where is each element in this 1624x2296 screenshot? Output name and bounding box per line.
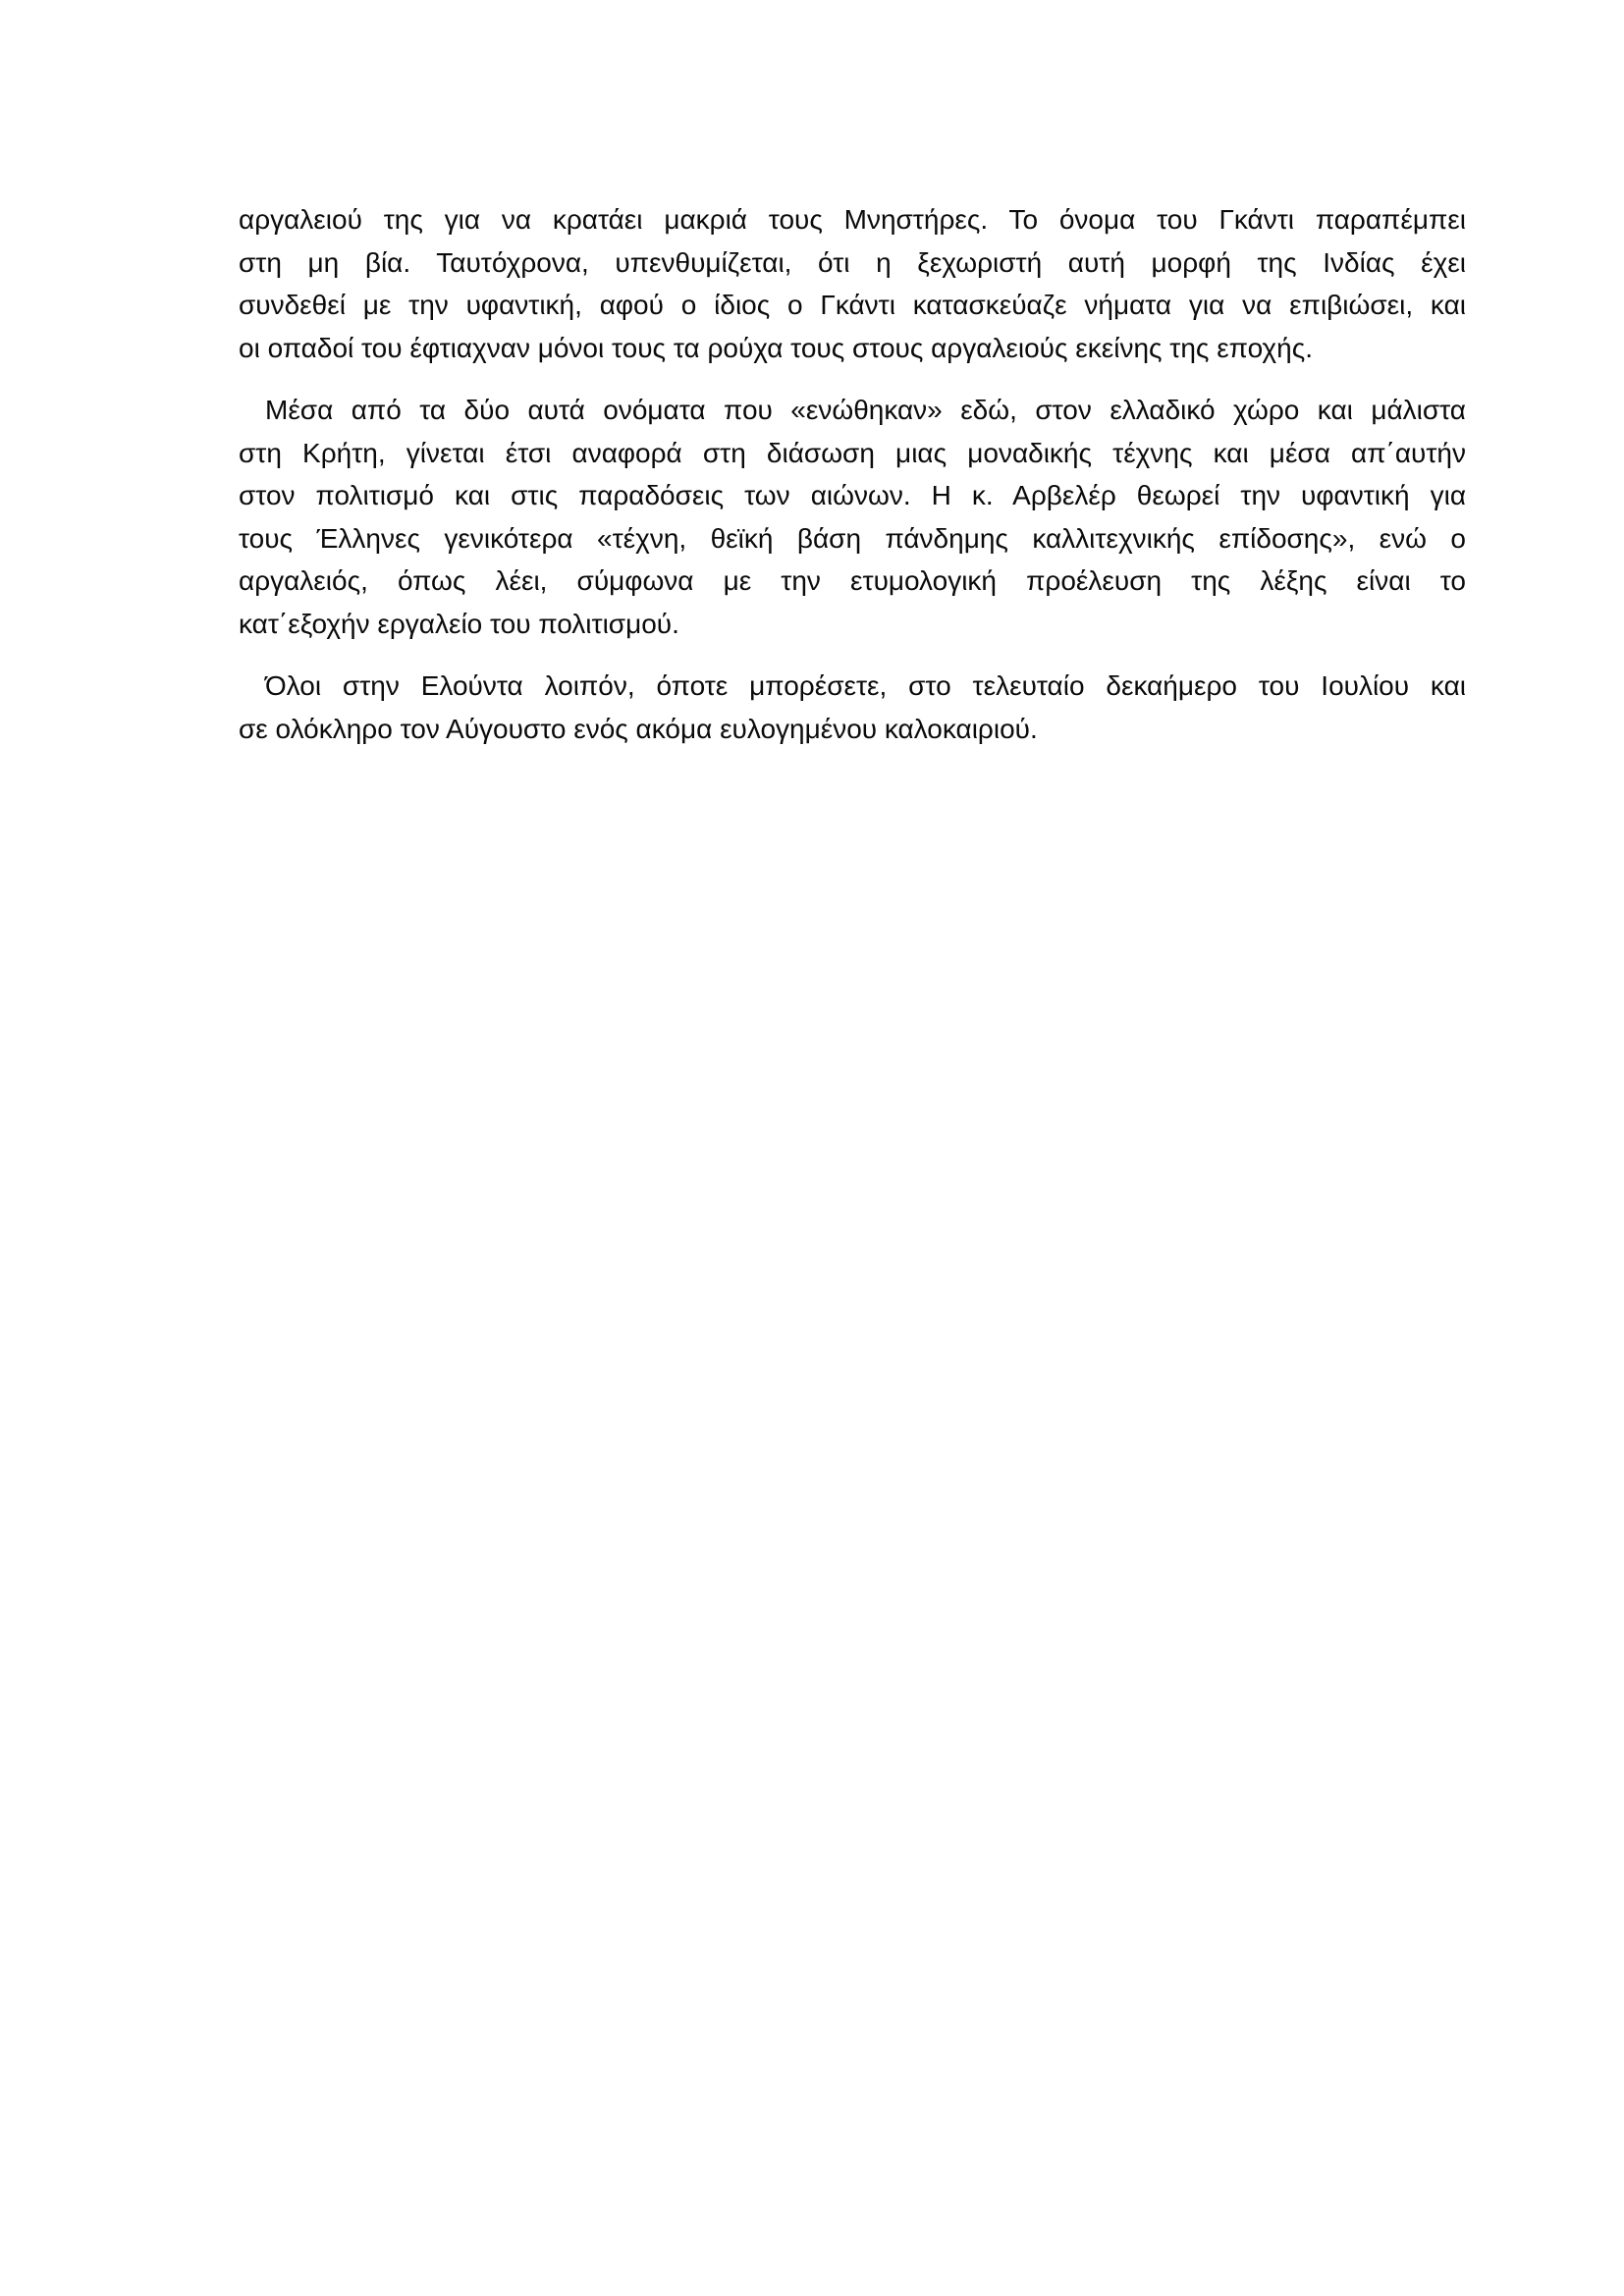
paragraph [239, 665, 1466, 750]
text-line: Μέσα από τα δύο αυτά ονόματα που «ενώθηκαν» εδώ, στον ελλαδικό χώρο και μάλιστα [265, 395, 1466, 425]
text-line: αργαλειού της για να κρατάει μακριά τους Μνηστήρες. Το όνομα του Γκάντι παραπέμπει [239, 204, 1466, 235]
text-line: στον πολιτισμό και στις παραδόσεις των αιώνων. Η κ. Αρβελέρ θεωρεί την υφαντική για [239, 480, 1466, 510]
paragraph [239, 198, 1466, 369]
page-text-block [239, 198, 1466, 770]
text-line: κατ΄εξοχήν εργαλείο του πολιτισμού. [239, 608, 679, 639]
text-line: Όλοι στην Ελούντα λοιπόν, όποτε μπορέσετε, στο τελευταίο δεκαήμερο του Ιουλίου και [265, 670, 1466, 701]
text-line: σε ολόκληρο τον Αύγουστο ενός ακόμα ευλογημένου καλοκαιριού. [239, 713, 1038, 744]
text-line: οι οπαδοί του έφτιαχναν μόνοι τους τα ρούχα τους στους αργαλειούς εκείνης της εποχής. [239, 332, 1313, 363]
text-line: τους Έλληνες γενικότερα «τέχνη, θεϊκή βάση πάνδημης καλλιτεχνικής επίδοσης», ενώ ο [239, 522, 1466, 554]
text-line: στη Κρήτη, γίνεται έτσι αναφορά στη διάσωση μιας μοναδικής τέχνης και μέσα απ΄αυτήν [239, 437, 1466, 468]
text-line: αργαλειός, όπως λέει, σύμφωνα με την ετυμολογική προέλευση της λέξης είναι το [239, 565, 1466, 596]
text-line: στη μη βία. Ταυτόχρονα, υπενθυμίζεται, ότι η ξεχωριστή αυτή μορφή της Ινδίας έχει [239, 246, 1466, 278]
text-line: συνδεθεί με την υφαντική, αφού ο ίδιος ο Γκάντι κατασκεύαζε νήματα για να επιβιώσει, και [239, 290, 1466, 320]
paragraph [239, 389, 1466, 645]
